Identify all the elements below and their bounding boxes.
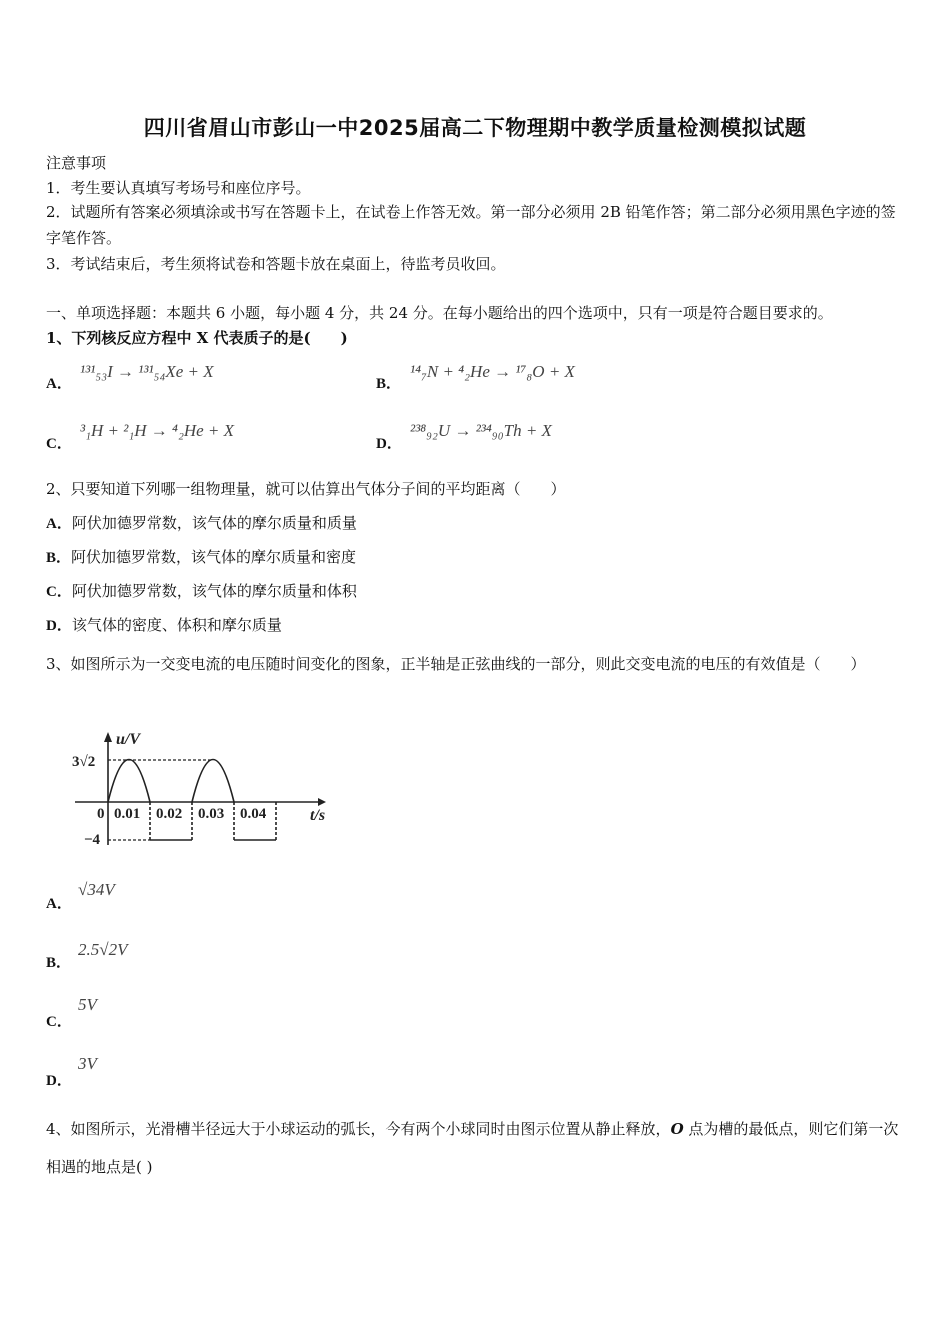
x-tick-label: 0.02: [156, 806, 183, 822]
q1-option-c-equation: ³₁H + ²₁H → ⁴₂He + X: [80, 421, 235, 440]
voltage-time-graph: [70, 720, 340, 850]
x-tick-label: 0.01: [114, 806, 141, 822]
option-letter: B．: [46, 955, 72, 971]
q3-option-d-expr: 3V: [78, 1054, 97, 1073]
option-letter: C．: [46, 1014, 72, 1030]
x-tick-label: 0.04: [240, 806, 267, 822]
q3-option-c-expr: 5V: [78, 995, 97, 1014]
option-letter: B．: [376, 376, 402, 392]
option-letter: B．: [46, 550, 72, 566]
notice-item: 3．考试结束后，考生须将试卷和答题卡放在桌面上，待监考员收回。: [46, 255, 506, 273]
question-2-stem: 2、只要知道下列哪一组物理量，就可以估算出气体分子间的平均距离（ ）: [46, 480, 566, 498]
q3-option-c[interactable]: [46, 1010, 72, 1033]
q1-option-a-equation: ¹³¹₅₃I → ¹³¹₅₄Xe + X: [80, 362, 214, 381]
option-letter: C．: [46, 584, 72, 600]
q1-option-c[interactable]: [46, 432, 72, 455]
option-letter: A．: [46, 516, 72, 532]
y-axis-arrow: [104, 732, 112, 742]
x-axis-label: t/s: [310, 807, 326, 824]
q2-option-b[interactable]: [46, 546, 356, 569]
q4-stem-text: 4、如图所示，光滑槽半径远大于小球运动的弧长，今有两个小球同时由图示位置从静止释放，: [46, 1120, 671, 1138]
notice-header: 注意事项: [46, 154, 107, 172]
option-text: 阿伏加德罗常数，该气体的摩尔质量和密度: [71, 548, 357, 566]
q3-option-a[interactable]: [46, 892, 72, 915]
q4-stem-text: 点为槽的最低点，则它们第一次相遇的地点是( ): [46, 1120, 899, 1176]
q1-option-d[interactable]: [376, 432, 402, 455]
y-axis-label: u/V: [116, 731, 141, 748]
origin-label: 0: [97, 806, 105, 822]
y-negative-label: −4: [84, 832, 101, 848]
q3-option-d[interactable]: [46, 1069, 72, 1092]
q3-option-b-expr: 2.5√2V: [78, 940, 128, 959]
q2-option-c[interactable]: [46, 580, 357, 603]
question-4-stem: [46, 1110, 906, 1186]
x-tick-label: 0.03: [198, 806, 225, 822]
notice-item: 1．考生要认真填写考场号和座位序号。: [46, 179, 311, 197]
sine-arc-2: [192, 760, 234, 803]
q2-option-d[interactable]: [46, 614, 282, 637]
sine-arc-1: [108, 760, 150, 803]
option-letter: C．: [46, 436, 72, 452]
page-title: 四川省眉山市彭山一中2025届高二下物理期中教学质量检测模拟试题: [143, 116, 807, 140]
option-letter: D．: [46, 618, 72, 634]
q2-option-a[interactable]: [46, 512, 357, 535]
option-text: 阿伏加德罗常数，该气体的摩尔质量和质量: [71, 514, 357, 532]
notice-item: 2．试题所有答案必须填涂或书写在答题卡上，在试卷上作答无效。第一部分必须用 2B 铅笔作答；第二部分必须用黑色字迹的签字笔作答。: [46, 203, 896, 247]
option-text: 阿伏加德罗常数，该气体的摩尔质量和体积: [71, 582, 357, 600]
q4-point-o: O: [670, 1120, 684, 1138]
question-1-stem: 1、下列核反应方程中 X 代表质子的是( ): [46, 329, 348, 347]
option-letter: A．: [46, 896, 72, 912]
x-axis-arrow: [318, 798, 326, 806]
q1-option-a[interactable]: [46, 372, 72, 395]
q3-option-a-expr: √34V: [78, 880, 115, 899]
q1-option-b[interactable]: [376, 372, 401, 395]
q1-option-d-equation: ²³⁸₉₂U → ²³⁴₉₀Th + X: [410, 421, 552, 440]
option-text: 该气体的密度、体积和摩尔质量: [71, 616, 282, 634]
option-letter: D．: [376, 436, 402, 452]
q3-option-b[interactable]: [46, 951, 71, 974]
section-heading: 一、单项选择题：本题共 6 小题，每小题 4 分，共 24 分。在每小题给出的四个选项中，只有一项是符合题目要求的。: [46, 304, 833, 322]
option-letter: A．: [46, 376, 72, 392]
y-peak-label: 3√2: [72, 754, 96, 770]
q1-option-b-equation: ¹⁴₇N + ⁴₂He → ¹⁷₈O + X: [410, 362, 575, 381]
question-3-stem: 3、如图所示为一交变电流的电压随时间变化的图象，正半轴是正弦曲线的一部分，则此交变电流的电压的有效值是（ ）: [46, 655, 866, 673]
option-letter: D．: [46, 1073, 72, 1089]
